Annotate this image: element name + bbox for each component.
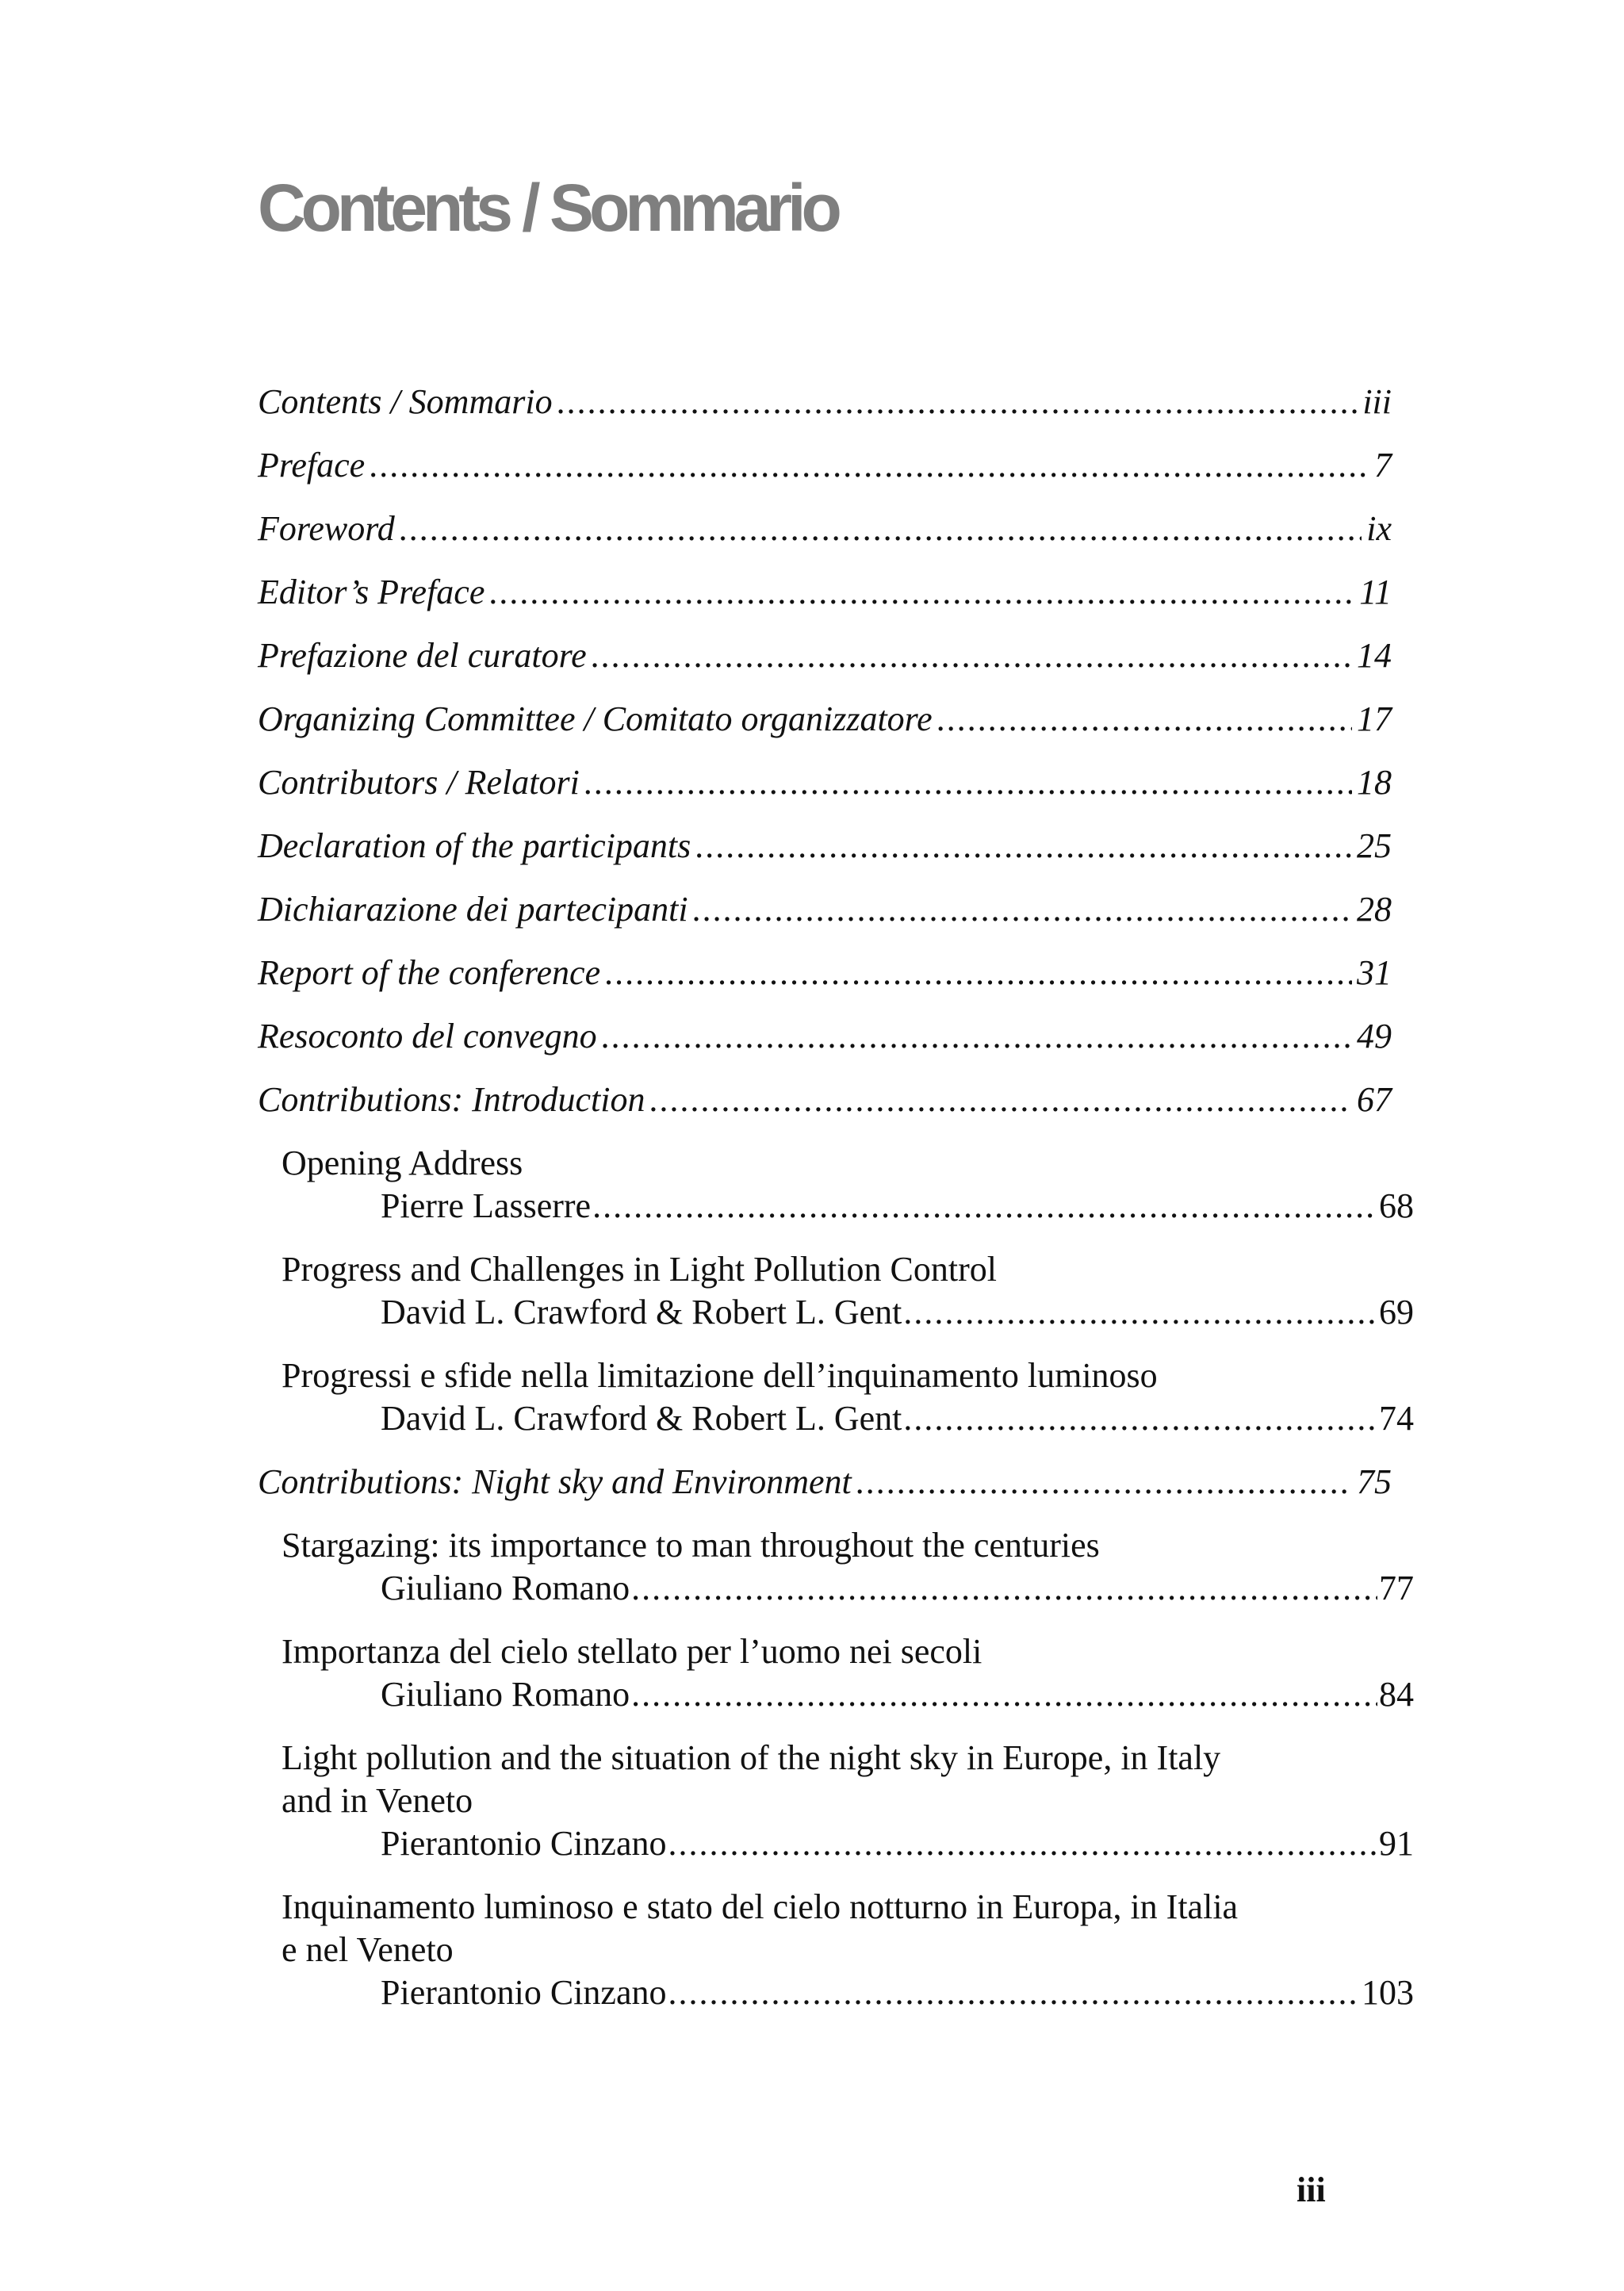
toc-entry-title: Prefazione del curatore [258, 636, 587, 675]
toc-subentry-author-line [381, 1971, 1414, 2014]
toc-entry-page: 25 [1357, 826, 1392, 865]
toc-entry-title: Resoconto del convegno [258, 1017, 597, 1055]
dot-leader [668, 1822, 1378, 1865]
toc-entry-page: 67 [1357, 1080, 1392, 1119]
toc-subentry-author-line [381, 1822, 1414, 1865]
toc-entry-page: 49 [1357, 1017, 1392, 1055]
toc-entry-page: ix [1366, 509, 1392, 548]
dot-leader [903, 1397, 1377, 1440]
toc-entry-title: Contributions: Introduction [258, 1080, 645, 1119]
toc-subentry-author: Giuliano Romano [381, 1569, 630, 1607]
toc-entry[interactable] [258, 508, 1392, 571]
toc-entry-page: 11 [1359, 573, 1392, 611]
dot-leader [489, 571, 1354, 614]
dot-leader [584, 761, 1352, 804]
toc-subentry-page: 103 [1362, 1973, 1414, 2012]
toc-subentry-title: Inquinamento luminoso e stato del cielo notturno in Europa, in Italia e nel Veneto [282, 1887, 1239, 1969]
toc-subentry-page: 91 [1379, 1824, 1414, 1863]
toc-entry-page: 7 [1374, 446, 1392, 485]
page-number: iii [1297, 2170, 1326, 2209]
toc-entry[interactable] [258, 1015, 1392, 1078]
toc-subentry[interactable] [282, 1354, 1414, 1440]
dot-leader [937, 698, 1352, 741]
dot-leader [650, 1078, 1353, 1121]
toc-subentry[interactable] [282, 1886, 1414, 2014]
toc-entry-title: Organizing Committee / Comitato organizzatore [258, 699, 933, 738]
toc-subentry-author: Pierre Lasserre [381, 1186, 592, 1225]
dot-leader [631, 1567, 1377, 1610]
dot-leader [370, 444, 1369, 487]
toc-subentry[interactable] [282, 1737, 1414, 1865]
toc-subentry[interactable] [282, 1524, 1414, 1610]
dot-leader [592, 1185, 1377, 1228]
toc-subentry-page: 68 [1379, 1186, 1414, 1225]
dot-leader [668, 1971, 1361, 2014]
toc-entry-title: Dichiarazione dei partecipanti [258, 890, 688, 929]
toc-entry-page: 18 [1357, 763, 1392, 802]
toc-entry-title: Report of the conference [258, 953, 601, 992]
dot-leader [400, 508, 1362, 550]
toc-entry-title: Contents / Sommario [258, 382, 553, 421]
toc-entry[interactable] [258, 634, 1392, 698]
toc-entry-title: Contributions: Night sky and Environment [258, 1462, 852, 1501]
toc-subentry-title: Importanza del cielo stellato per l’uomo nei secoli [282, 1632, 982, 1671]
toc-subentry-author-line [381, 1567, 1414, 1610]
toc-subentry-author-line [381, 1673, 1414, 1716]
toc-subentry-author: David L. Crawford & Robert L. Gent [381, 1293, 902, 1331]
toc-entry-title: Editor’s Preface [258, 573, 485, 611]
toc-subentry-author-line [381, 1397, 1414, 1440]
toc-subentry-title: Progressi e sfide nella limitazione dell’inquinamento luminoso [282, 1356, 1158, 1395]
toc-subentry-page: 84 [1379, 1675, 1414, 1714]
toc-entry-page: 31 [1357, 953, 1392, 992]
page-title: Contents / Sommario [258, 170, 837, 245]
toc-subentry-author: Pierantonio Cinzano [381, 1973, 667, 2012]
toc-subentry-page: 69 [1379, 1293, 1414, 1331]
toc-entry-page: 75 [1357, 1462, 1392, 1501]
toc-entry[interactable] [258, 888, 1392, 952]
toc-subentry-author: Giuliano Romano [381, 1675, 630, 1714]
toc-subentry-page: 74 [1379, 1399, 1414, 1438]
toc-subentry[interactable] [282, 1142, 1414, 1228]
dot-leader [605, 952, 1352, 994]
toc-subentry-author-line [381, 1185, 1414, 1228]
toc-entry[interactable] [258, 825, 1392, 888]
toc-subentry[interactable] [282, 1630, 1414, 1716]
toc-entry-page: 14 [1357, 636, 1392, 675]
toc-entry-title: Contributors / Relatori [258, 763, 580, 802]
table-of-contents [258, 381, 1414, 2035]
dot-leader [695, 825, 1352, 868]
dot-leader [592, 634, 1352, 677]
toc-subentry-author-line [381, 1291, 1414, 1334]
toc-subentry-title: Progress and Challenges in Light Pollution Control [282, 1250, 997, 1289]
dot-leader [602, 1015, 1352, 1058]
dot-leader [557, 381, 1358, 423]
toc-entry[interactable] [258, 571, 1392, 634]
toc-subentry-author: Pierantonio Cinzano [381, 1824, 667, 1863]
toc-subentry[interactable] [282, 1248, 1414, 1334]
toc-entry-title: Preface [258, 446, 366, 485]
toc-subentry-page: 77 [1379, 1569, 1414, 1607]
toc-entry-title: Declaration of the participants [258, 826, 691, 865]
dot-leader [903, 1291, 1377, 1334]
toc-entry[interactable] [258, 761, 1392, 825]
toc-section-introduction[interactable] [258, 1078, 1392, 1142]
dot-leader [631, 1673, 1377, 1716]
toc-entry-title: Foreword [258, 509, 395, 548]
toc-entry-page: 28 [1357, 890, 1392, 929]
dot-leader [856, 1461, 1352, 1504]
toc-entry[interactable] [258, 698, 1392, 761]
toc-entry-page: iii [1362, 382, 1392, 421]
toc-entry[interactable] [258, 381, 1392, 444]
toc-section-night-sky[interactable] [258, 1461, 1392, 1524]
toc-entry-page: 17 [1357, 699, 1392, 738]
toc-subentry-title: Light pollution and the situation of the night sky in Europe, in Italy and in Veneto [282, 1738, 1221, 1820]
toc-subentry-author: David L. Crawford & Robert L. Gent [381, 1399, 902, 1438]
dot-leader [693, 888, 1352, 931]
toc-entry[interactable] [258, 952, 1392, 1015]
toc-subentry-title: Opening Address [282, 1144, 523, 1182]
toc-entry[interactable] [258, 444, 1392, 508]
toc-subentry-title: Stargazing: its importance to man throughout the centuries [282, 1526, 1100, 1565]
